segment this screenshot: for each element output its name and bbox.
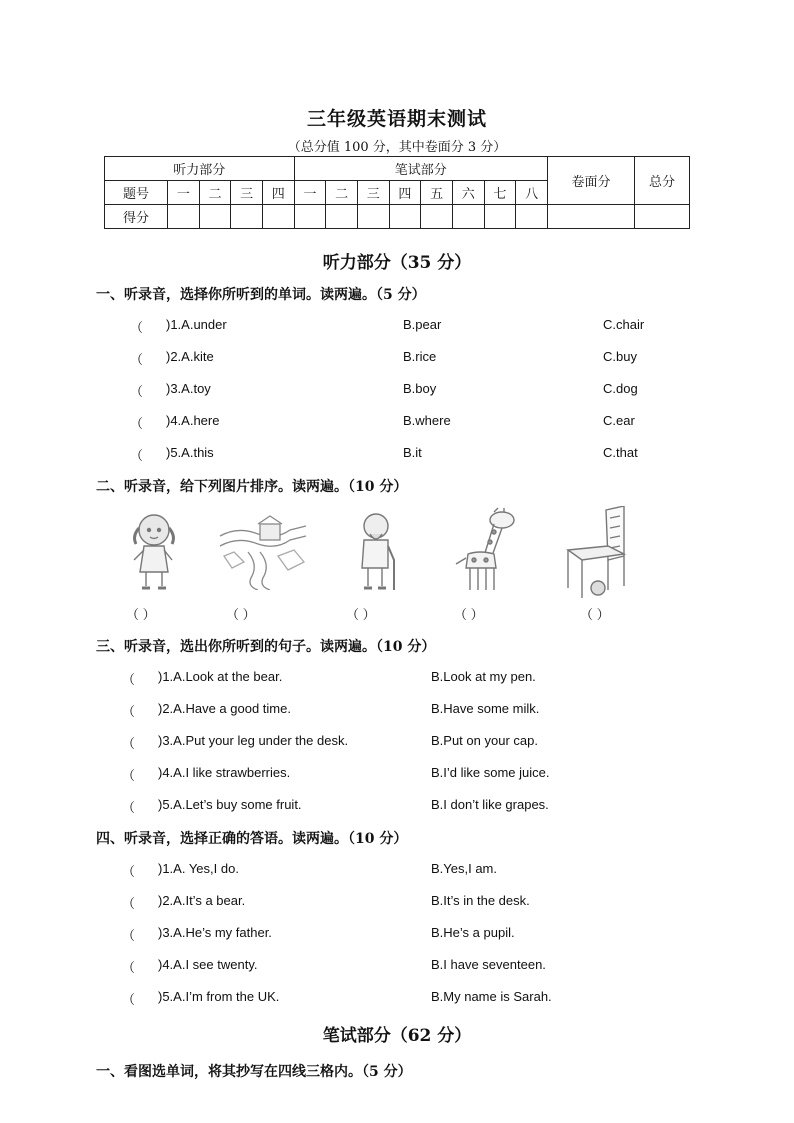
col-w3: 三 [357, 181, 389, 205]
option-b: B.it [403, 445, 422, 460]
score-table [104, 156, 690, 229]
picture-order-blank[interactable]: （ ） [226, 607, 256, 622]
answer-paren[interactable]: （ [130, 352, 144, 367]
option-b: B.Yes,I am. [431, 861, 497, 876]
written-part1-heading: 一、看图选单词，将其抄写在四线三格内。（5 分） [96, 1064, 412, 1080]
option-b: B.Put on your cap. [431, 733, 538, 748]
score-cell[interactable] [294, 205, 326, 229]
option-a: )4.A.I like strawberries. [158, 765, 291, 780]
part2-heading: 二、听录音，给下列图片排序。读两遍。（10 分） [96, 479, 408, 495]
col-w1: 一 [294, 181, 326, 205]
list-item [0, 797, 794, 817]
option-c: C.chair [603, 317, 645, 332]
score-cell[interactable] [635, 205, 690, 229]
list-item [0, 765, 794, 785]
answer-paren[interactable]: （ [122, 960, 136, 975]
answer-paren[interactable]: （ [122, 768, 136, 783]
answer-paren[interactable]: （ [122, 672, 136, 687]
option-c: C.that [603, 445, 638, 460]
option-b: B.Look at my pen. [431, 669, 536, 684]
option-a: )3.A.Put your leg under the desk. [158, 733, 349, 748]
score-cell[interactable] [231, 205, 263, 229]
col-l2: 二 [199, 181, 231, 205]
list-item [0, 413, 794, 433]
list-item [0, 445, 794, 465]
row-label-score: 得分 [105, 205, 168, 229]
answer-paren[interactable]: （ [122, 864, 136, 879]
answer-paren[interactable]: （ [130, 320, 144, 335]
option-a: )5.A.Let’s buy some fruit. [158, 797, 302, 812]
page-subtitle: （总分值 100 分，其中卷面分 3 分） [287, 140, 507, 155]
option-b: B.boy [403, 381, 437, 396]
col-w6: 六 [452, 181, 484, 205]
row-label-number: 题号 [105, 181, 168, 205]
answer-paren[interactable]: （ [122, 800, 136, 815]
option-a: )2.A.Have a good time. [158, 701, 291, 716]
list-item [0, 925, 794, 945]
answer-paren[interactable]: （ [122, 704, 136, 719]
option-a: )4.A.I see twenty. [158, 957, 258, 972]
answer-paren[interactable]: （ [122, 992, 136, 1007]
col-l1: 一 [168, 181, 200, 205]
score-cell[interactable] [357, 205, 389, 229]
list-item [0, 317, 794, 337]
giraffe-picture [450, 506, 524, 594]
option-a: )4.A.here [166, 413, 220, 428]
option-a: )1.A. Yes,I do. [158, 861, 239, 876]
score-cell[interactable] [452, 205, 484, 229]
option-b: B.It’s in the desk. [431, 893, 530, 908]
picture-row [0, 506, 794, 602]
total-header: 总分 [635, 157, 690, 205]
col-l4: 四 [262, 181, 294, 205]
writing-section-heading: 笔试部分（62 分） [322, 1026, 472, 1046]
girl-picture [126, 506, 182, 596]
paper-score-header: 卷面分 [548, 157, 635, 205]
list-item [0, 381, 794, 401]
list-item [0, 957, 794, 977]
list-item [0, 701, 794, 721]
list-item [0, 349, 794, 369]
picture-order-blank[interactable]: （ ） [454, 607, 484, 622]
option-c: C.dog [603, 381, 638, 396]
score-cell[interactable] [421, 205, 453, 229]
col-l3: 三 [231, 181, 263, 205]
answer-paren[interactable]: （ [122, 736, 136, 751]
option-a: )5.A.this [166, 445, 214, 460]
option-b: B.I have seventeen. [431, 957, 546, 972]
great-wall-picture [218, 506, 310, 590]
option-a: )3.A.He’s my father. [158, 925, 272, 940]
col-w4: 四 [389, 181, 421, 205]
option-b: B.He’s a pupil. [431, 925, 515, 940]
score-cell[interactable] [389, 205, 421, 229]
score-cell[interactable] [548, 205, 635, 229]
list-item [0, 893, 794, 913]
score-cell[interactable] [484, 205, 516, 229]
list-item [0, 733, 794, 753]
option-b: B.My name is Sarah. [431, 989, 552, 1004]
option-a: )3.A.toy [166, 381, 211, 396]
listening-header: 听力部分 [105, 157, 295, 181]
option-a: )1.A.under [166, 317, 227, 332]
chair-picture [562, 506, 636, 602]
col-w5: 五 [421, 181, 453, 205]
option-b: B.rice [403, 349, 437, 364]
part1-heading: 一、听录音，选择你所听到的单词。读两遍。（5 分） [96, 287, 426, 303]
option-b: B.pear [403, 317, 442, 332]
option-b: B.Have some milk. [431, 701, 540, 716]
list-item [0, 989, 794, 1009]
score-cell[interactable] [199, 205, 231, 229]
score-cell[interactable] [168, 205, 200, 229]
col-w8: 八 [516, 181, 548, 205]
option-c: C.ear [603, 413, 635, 428]
option-b: B.I’d like some juice. [431, 765, 550, 780]
score-cell[interactable] [326, 205, 358, 229]
option-b: B.I don’t like grapes. [431, 797, 549, 812]
answer-paren[interactable]: （ [130, 448, 144, 463]
listening-section-heading: 听力部分（35 分） [322, 253, 472, 273]
answer-paren[interactable]: （ [130, 416, 144, 431]
score-cell[interactable] [516, 205, 548, 229]
part3-heading: 三、听录音，选出你所听到的句子。读两遍。（10 分） [96, 639, 436, 655]
picture-order-blank[interactable]: （ ） [126, 607, 156, 622]
old-man-picture [352, 506, 402, 596]
list-item [0, 861, 794, 881]
option-b: B.where [403, 413, 451, 428]
score-cell[interactable] [262, 205, 294, 229]
answer-paren[interactable]: （ [122, 928, 136, 943]
option-a: )2.A.It’s a bear. [158, 893, 246, 908]
picture-order-blank[interactable]: （ ） [346, 607, 376, 622]
page-title: 三年级英语期末测试 [306, 108, 487, 130]
picture-order-blank[interactable]: （ ） [580, 607, 610, 622]
option-a: )5.A.I’m from the UK. [158, 989, 280, 1004]
col-w7: 七 [484, 181, 516, 205]
col-w2: 二 [326, 181, 358, 205]
answer-paren[interactable]: （ [122, 896, 136, 911]
writing-header: 笔试部分 [294, 157, 547, 181]
option-a: )1.A.Look at the bear. [158, 669, 283, 684]
option-c: C.buy [603, 349, 637, 364]
part4-heading: 四、听录音，选择正确的答语。读两遍。（10 分） [96, 831, 408, 847]
answer-paren[interactable]: （ [130, 384, 144, 399]
option-a: )2.A.kite [166, 349, 214, 364]
list-item [0, 669, 794, 689]
